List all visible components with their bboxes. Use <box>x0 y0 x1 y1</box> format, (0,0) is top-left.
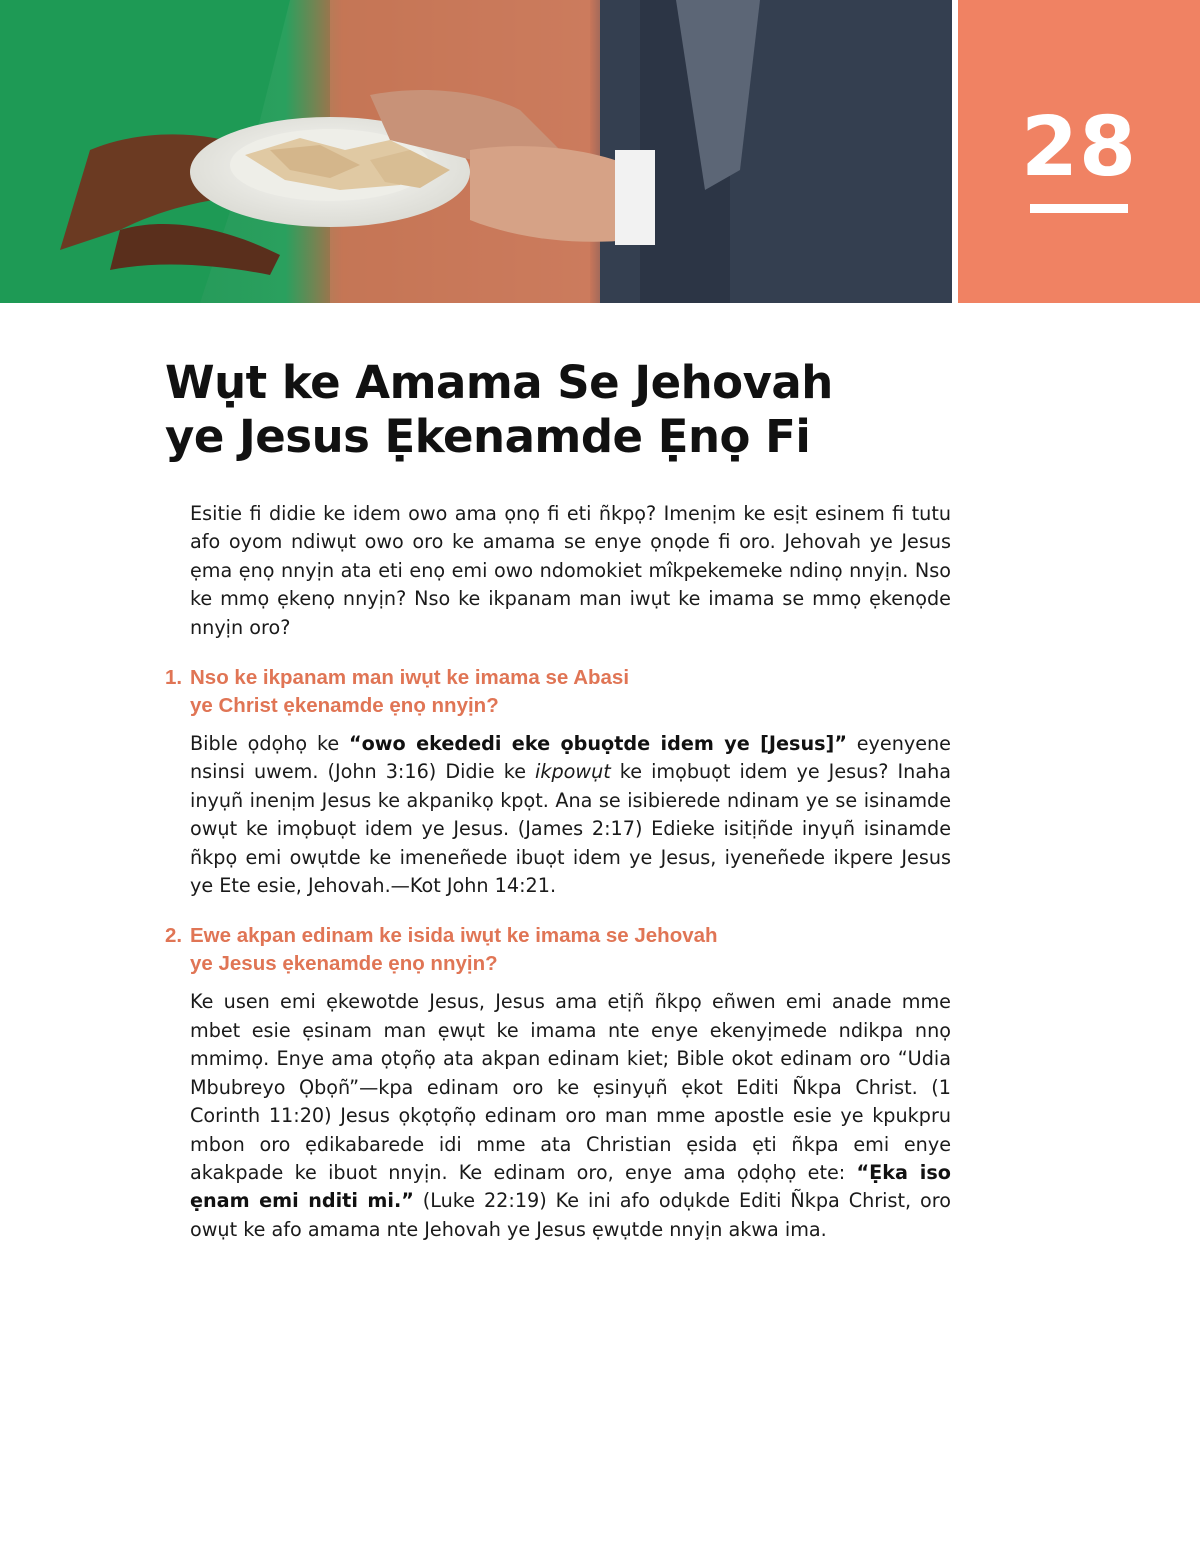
answer-1-text-a: Bible ọdọhọ ke <box>190 732 350 756</box>
intro-paragraph: Esitie fi didie ke idem owo ama ọnọ fi eti ñkpọ? Imenịm ke esịt esinem fi tutu afo oyom ndiwụt owo oro ke amama se enye ọnọde fi oro. Jehovah ye Jesus ẹma ẹnọ nnyịn ata eti enọ emi owo ndomokiet mîkpekemeke ndinọ nnyịn. Nso ke mmọ ẹkenọ nnyịn? Nso ke ikpanam man iwụt ke imama se mmọ ẹkenọde nnyịn oro? <box>190 502 951 639</box>
answer-1-text-c: ke imọbuọt idem ye Jesus? Inaha inyụñ inenịm Jesus ke akpanikọ kpọt. Ana se isibierede ndinam ye se isinamde owụt ke imọbuọt idem ye Jesus. (James 2:17) Edieke isitịñde inyụñ isinamde ñkpọ emi owụtde ke imeneñede ibuọt idem ye Jesus, iyeneñede ikpere Jesus ye Ete esie, Jehovah.—Kot John 14:21. <box>190 760 952 898</box>
question-1-text <box>190 664 951 720</box>
answer-1-paragraph <box>190 730 951 900</box>
lesson-number: 28 <box>1020 100 1138 195</box>
answer-2-text-b: (Luke 22:19) Ke ini afo odụkde Editi Ñkpa Christ, oro owụt ke afo amama nte Jehovah ye Jesus ẹwụtde nnyịn akwa ima. <box>190 1189 951 1241</box>
lesson-number-underline <box>1030 204 1128 213</box>
answer-2-bold-quote: “Ẹka iso ẹnam emi nditi mi.” <box>190 1160 951 1213</box>
lesson-title-line1: Wụt ke Amama Se Jehovah <box>165 356 833 409</box>
lesson-title <box>165 356 925 464</box>
question-1-number: 1. <box>165 666 183 690</box>
question-1 <box>165 664 951 720</box>
answer-2-paragraph <box>190 988 951 1244</box>
question-2-text <box>190 922 951 978</box>
question-1-line1: Nso ke ikpanam man iwụt ke imama se Abasi <box>190 666 630 690</box>
answer-1-text-b: eyenyene nsinsi uwem. (John 3:16) Didie ke <box>190 732 951 784</box>
answer-2-text-a: Ke usen emi ẹkewotde Jesus, Jesus ama etịñ ñkpọ eñwen emi anade mme mbet esie ẹsinam man ẹwụt ke imama nte enye ekenyịmede ndikpa nnọ mmimọ. Enye ama ọtọñọ ata akpan edinam kiet; Bible okot edinam oro “Udia Mbubreyo Ọbọñ”—kpa edinam oro ke ẹsinyụñ ẹkot Editi Ñkpa Christ. (1 Corinth 11:20) Jesus ọkọtọñọ edinam oro man mme apostle esie ye kpukpru mbon oro ẹdikabarede idi mme ata Christian ẹsida ẹti ñkpa emi enye akakpade ke ibuot nnyịn. Ke edinam oro, enye ama ọdọhọ ete: <box>190 990 951 1184</box>
question-1-line2: ye Christ ẹkenamde ẹnọ nnyịn? <box>190 694 499 718</box>
question-2 <box>165 922 951 978</box>
answer-1-italic-word: ikpowụt <box>535 760 611 784</box>
answer-1-bold-quote: “owo ekededi eke ọbuọtde idem ye [Jesus]” <box>349 732 847 756</box>
lesson-photo <box>0 0 952 303</box>
question-2-line2: ye Jesus ẹkenamde ẹnọ nnyịn? <box>190 952 498 976</box>
lesson-content <box>165 500 951 1244</box>
bread-plate-illustration <box>0 0 952 303</box>
question-2-line1: Ewe akpan edinam ke isida iwụt ke imama se Jehovah <box>190 924 718 948</box>
question-2-number: 2. <box>165 924 183 948</box>
lesson-number-badge <box>958 0 1200 303</box>
lesson-title-line2: ye Jesus Ẹkenamde Ẹnọ Fi <box>165 410 811 463</box>
